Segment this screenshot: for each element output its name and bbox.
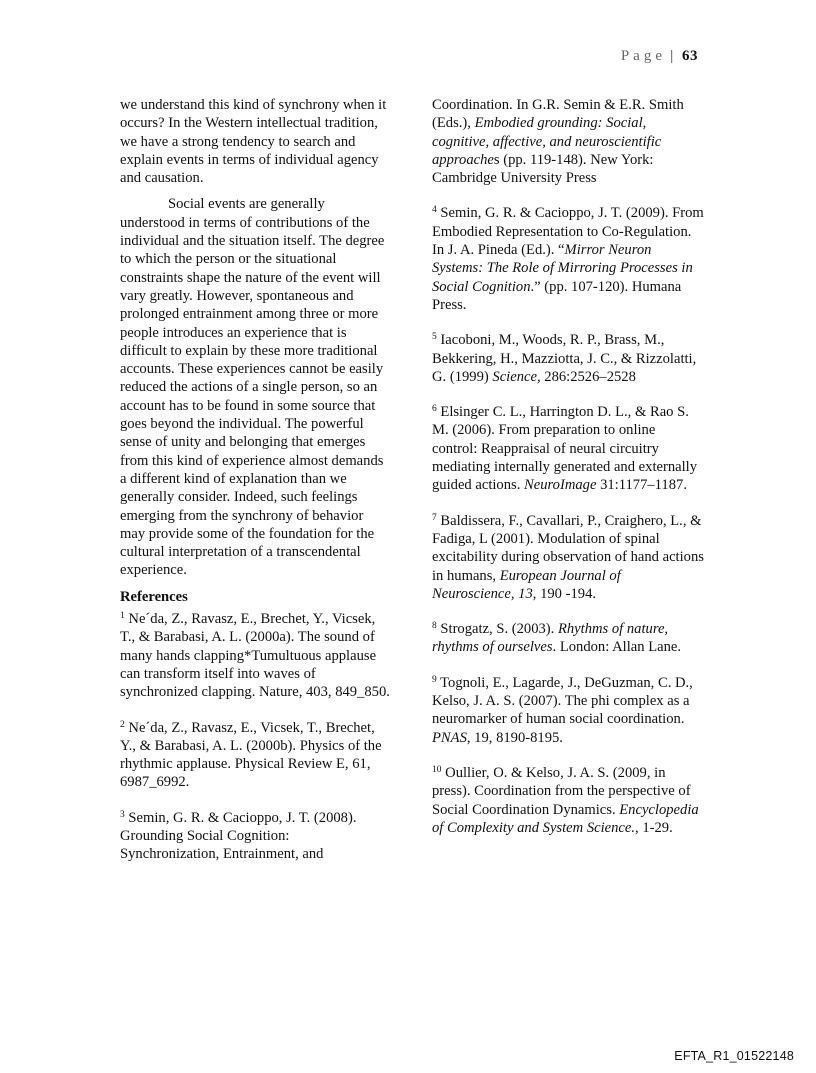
reference-text: Oullier, O. & Kelso, J. A. S. (2009, in press). Coordination from the perspective of Social Coordination Dynamics. — [432, 764, 691, 818]
reference-title: European Journal of Neuroscience, 13 — [432, 567, 621, 602]
reference-text: Ne´da, Z., Ravasz, E., Brechet, Y., Vicsek, T., & Barabasi, A. L. (2000a). The sound of many hands clapping*Tumultuous applause can transform itself into waves of synchronized clapping. Nature, 403, 849_850. — [120, 611, 390, 701]
reference-number: 5 — [432, 332, 437, 343]
reference-text: Elsinger C. L., Harrington D. L., & Rao S. M. (2006). From preparation to online control: Reappraisal of neural circuitry mediating internally generated and externally guided actions. — [432, 404, 698, 494]
reference-number: 1 — [120, 611, 125, 622]
reference-number: 6 — [432, 404, 437, 415]
reference-item-4 — [432, 204, 704, 314]
reference-text: Semin, G. R. & Cacioppo, J. T. (2009). From Embodied Representation to Co-Regulation. In J. A. Pineda (Ed.). “ — [432, 205, 704, 259]
reference-text: Tognoli, E., Lagarde, J., DeGuzman, C. D., Kelso, J. A. S. (2007). The phi complex as a neuromarker of human social coordination. — [432, 674, 693, 728]
reference-text: Baldissera, F., Cavallari, P., Craighero, L., & Fadiga, L (2001). Modulation of spinal excitability during observation of hand actions in humans, — [432, 512, 704, 584]
reference-number: 9 — [432, 674, 437, 685]
reference-title: PNAS — [432, 729, 467, 746]
reference-item-2 — [120, 719, 390, 792]
left-column — [120, 96, 390, 881]
reference-number: 2 — [120, 719, 125, 730]
reference-title: Science, — [492, 368, 541, 385]
reference-text: , 190 -194. — [532, 585, 597, 602]
body-paragraph: Social events are generally understood in terms of contributions of the individual and the situation itself. The degree to which the person or the situational constraints shape the nature of the event will vary greatly. However, spontaneous and prolonged entrainment among three or more people introduces an experience that is difficult to explain by these more traditional accounts. These experiences cannot be easily reduced the actions of a single person, so an account has to be found in some source that goes beyond the individual. The powerful sense of unity and belonging that emerges from this kind of experience almost demands a different kind of explanation than we generally consider. Indeed, such feelings emerging from the synchrony of behavior may provide some of the foundation for the cultural interpretation of a transcendental experience. — [120, 196, 385, 579]
reference-number: 10 — [432, 764, 442, 775]
reference-title: Rhythms of nature, rhythms of ourselves — [432, 621, 669, 656]
reference-text: Strogatz, S. (2003). — [440, 621, 558, 638]
reference-text: . London: Allan Lane. — [552, 639, 682, 656]
reference-title: Mirror Neuron Systems: The Role of Mirroring Processes in Social Cognition — [432, 242, 693, 295]
reference-text: s (pp. 119-148). New York: Cambridge University Press — [432, 151, 654, 187]
reference-text: 286:2526–2528 — [540, 368, 636, 385]
reference-title: Embodied grounding: Social, cognitive, affective, and neuroscientific approache — [432, 115, 662, 168]
reference-number: 3 — [120, 809, 125, 820]
reference-item-7 — [432, 512, 704, 603]
reference-title: Encyclopedia of Complexity and System Science. — [432, 801, 699, 836]
reference-item-3 — [120, 809, 390, 864]
reference-item-8 — [432, 620, 704, 657]
reference-text: Iacoboni, M., Woods, R. P., Brass, M., Bekkering, H., Mazziotta, J. C., & Rizzolatti, G. (1999) — [432, 332, 697, 385]
page-header — [621, 48, 698, 65]
reference-item-5 — [432, 331, 704, 386]
reference-text: Coordination. In G.R. Semin & E.R. Smith (Eds.), — [432, 97, 684, 132]
reference-number: 8 — [432, 621, 437, 632]
page-label: Page — [620, 48, 666, 64]
reference-text: , 1-29. — [635, 819, 673, 836]
references-heading: References — [120, 588, 188, 605]
right-column — [432, 96, 704, 854]
reference-title: NeuroImage — [524, 477, 597, 494]
page-number: 63 — [682, 48, 698, 64]
body-paragraph: we understand this kind of synchrony when it occurs? In the Western intellectual tradition, we have a strong tendency to search and explain events in terms of individual agency and causation. — [120, 97, 387, 187]
reference-item-1 — [120, 610, 390, 701]
reference-text: Ne´da, Z., Ravasz, E., Vicsek, T., Brechet, Y., & Barabasi, A. L. (2000b). Physics of the rhythmic applause. Physical Review E, 61, 6987_6992. — [120, 719, 382, 791]
reference-text: .” (pp. 107-120). Humana Press. — [432, 278, 682, 313]
reference-number: 4 — [432, 205, 437, 216]
reference-text: Semin, G. R. & Cacioppo, J. T. (2008). Grounding Social Cognition: Synchronization, Entrainment, and — [120, 809, 357, 863]
reference-item-6 — [432, 403, 704, 494]
reference-text: 31:1177–1187. — [596, 477, 687, 494]
reference-text: , 19, 8190-8195. — [466, 729, 563, 746]
page-separator: | — [670, 48, 674, 64]
document-id: EFTA_R1_01522148 — [674, 1049, 794, 1063]
reference-item-10 — [432, 764, 704, 837]
reference-item-3-continued — [432, 96, 704, 187]
reference-item-9 — [432, 674, 704, 747]
reference-number: 7 — [432, 512, 437, 523]
